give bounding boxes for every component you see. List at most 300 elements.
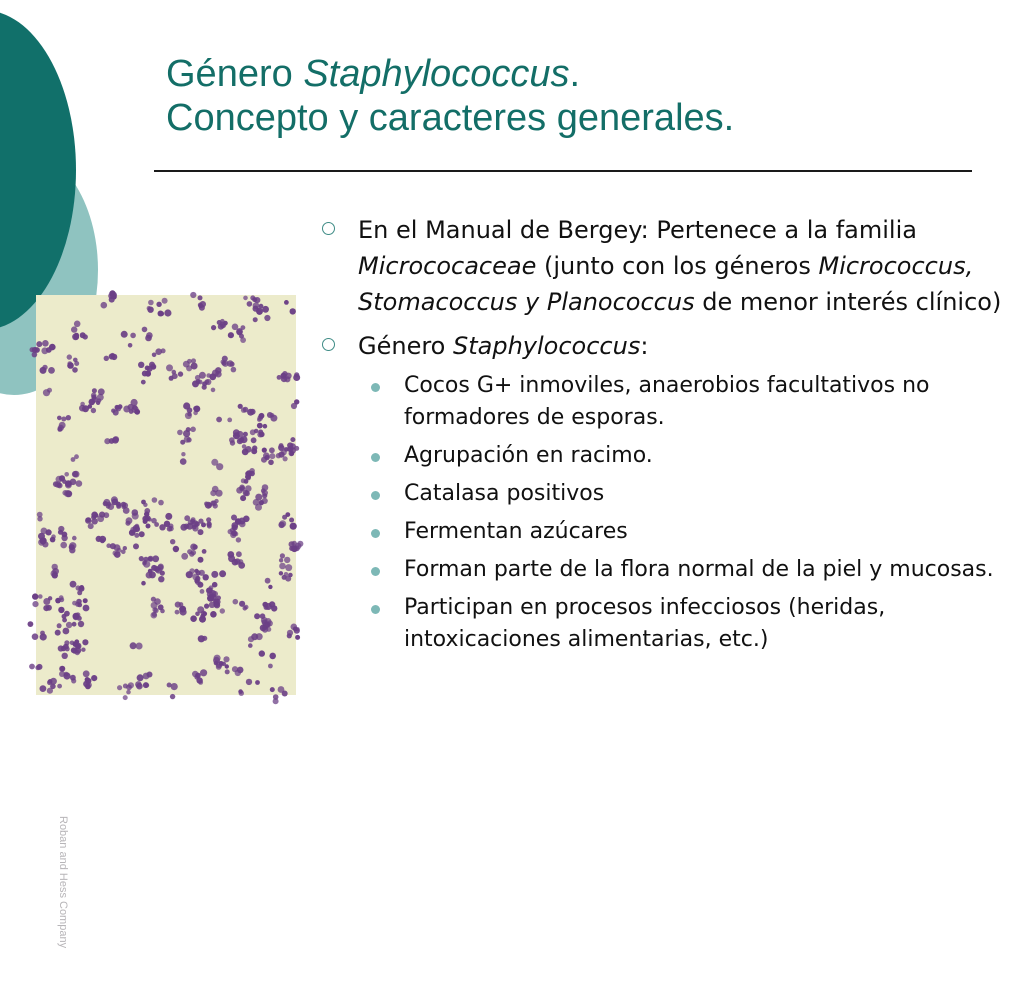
- coccus-cell: [232, 324, 239, 331]
- coccus-cell: [284, 557, 290, 563]
- coccus-cell: [158, 604, 164, 610]
- coccus-cell: [112, 294, 117, 299]
- coccus-cell: [198, 635, 205, 642]
- coccus-cell: [138, 362, 144, 368]
- coccus-cell: [266, 627, 271, 632]
- text-segment: .: [569, 53, 581, 95]
- coccus-cell: [83, 670, 90, 677]
- coccus-cell: [156, 302, 161, 307]
- coccus-cell: [148, 556, 154, 562]
- dot-bullet-icon: [371, 567, 380, 576]
- coccus-cell: [204, 604, 209, 609]
- coccus-cell: [83, 334, 88, 339]
- coccus-cell: [279, 563, 286, 570]
- text-segment: Género: [358, 332, 453, 360]
- coccus-cell: [121, 331, 128, 338]
- coccus-cell: [167, 683, 172, 688]
- coccus-cell: [64, 472, 69, 477]
- coccus-cell: [227, 418, 232, 423]
- coccus-cell: [50, 678, 57, 685]
- coccus-cell: [83, 681, 90, 688]
- coccus-cell: [200, 669, 207, 676]
- coccus-cell: [148, 300, 154, 306]
- coccus-cell: [268, 585, 272, 589]
- coccus-cell: [74, 321, 81, 328]
- coccus-cell: [57, 416, 62, 421]
- coccus-cell: [89, 399, 96, 406]
- coccus-cell: [259, 650, 265, 656]
- coccus-cell: [169, 524, 174, 529]
- coccus-cell: [32, 601, 38, 607]
- coccus-cell: [151, 518, 157, 524]
- coccus-cell: [198, 303, 203, 308]
- coccus-cell: [106, 504, 111, 509]
- coccus-cell: [290, 437, 295, 442]
- coccus-cell: [201, 522, 206, 527]
- coccus-cell: [82, 405, 89, 412]
- coccus-cell: [236, 551, 242, 557]
- dot-bullet-icon: [371, 453, 380, 462]
- coccus-cell: [50, 537, 56, 543]
- coccus-cell: [53, 481, 59, 487]
- text-segment: En el Manual de Bergey: Pertenece a la familia: [358, 216, 917, 244]
- coccus-cell: [57, 684, 62, 689]
- coccus-cell: [147, 517, 151, 521]
- coccus-cell: [60, 542, 67, 549]
- coccus-cell: [38, 594, 43, 599]
- coccus-cell: [164, 309, 171, 316]
- coccus-cell: [158, 576, 164, 582]
- coccus-cell: [202, 549, 207, 554]
- coccus-cell: [96, 536, 102, 542]
- coccus-cell: [75, 650, 80, 655]
- coccus-cell: [123, 684, 128, 689]
- coccus-cell: [211, 571, 218, 578]
- sub-bullet-text: Catalasa positivos: [404, 481, 605, 506]
- coccus-cell: [241, 325, 246, 330]
- coccus-cell: [63, 672, 70, 679]
- coccus-cell: [231, 530, 237, 536]
- coccus-cell: [202, 611, 207, 616]
- coccus-cell: [247, 301, 253, 307]
- coccus-cell: [222, 356, 228, 362]
- coccus-cell: [264, 605, 269, 610]
- coccus-cell: [290, 523, 297, 530]
- image-watermark: Roban and Hess Company: [57, 816, 69, 949]
- coccus-cell: [181, 452, 185, 456]
- coccus-cell: [269, 453, 275, 459]
- coccus-cell: [171, 683, 178, 690]
- coccus-cell: [35, 665, 40, 670]
- coccus-cell: [62, 653, 68, 659]
- coccus-cell: [64, 490, 71, 497]
- coccus-cell: [67, 361, 72, 366]
- sub-bullet-item: [322, 370, 1002, 434]
- coccus-cell: [232, 525, 237, 530]
- coccus-cell: [111, 409, 115, 413]
- coccus-cell: [66, 622, 72, 628]
- coccus-cell: [152, 497, 158, 503]
- coccus-cell: [257, 423, 263, 429]
- coccus-cell: [70, 641, 75, 646]
- coccus-cell: [216, 664, 222, 670]
- coccus-cell: [184, 515, 190, 521]
- coccus-cell: [72, 536, 77, 541]
- coccus-cell: [145, 371, 151, 377]
- coccus-cell: [159, 311, 164, 316]
- coccus-cell: [279, 520, 286, 527]
- coccus-cell: [104, 356, 109, 361]
- coccus-cell: [52, 564, 58, 570]
- coccus-cell: [115, 405, 120, 410]
- coccus-cell: [110, 543, 116, 549]
- coccus-cell: [180, 524, 187, 531]
- coccus-cell: [213, 601, 219, 607]
- coccus-cell: [258, 430, 263, 435]
- coccus-cell: [239, 691, 244, 696]
- bullet-item: [322, 328, 1002, 364]
- coccus-cell: [46, 529, 52, 535]
- coccus-cell: [223, 656, 229, 662]
- coccus-cell: [191, 550, 196, 555]
- coccus-cell: [145, 683, 149, 687]
- coccus-cell: [67, 354, 72, 359]
- coccus-cell: [141, 380, 146, 385]
- coccus-cell: [189, 568, 195, 574]
- coccus-cell: [290, 308, 296, 314]
- coccus-cell: [210, 611, 217, 618]
- coccus-cell: [49, 344, 56, 351]
- coccus-cell: [132, 513, 139, 520]
- coccus-cell: [32, 633, 39, 640]
- coccus-cell: [183, 430, 190, 437]
- bullet-item: [322, 212, 1002, 320]
- coccus-cell: [251, 437, 257, 443]
- coccus-cell: [249, 471, 255, 477]
- coccus-cell: [289, 451, 294, 456]
- coccus-cell: [178, 371, 183, 376]
- coccus-cell: [139, 531, 145, 537]
- coccus-cell: [71, 326, 77, 332]
- coccus-cell: [135, 524, 140, 529]
- sub-bullet-item: [322, 440, 1002, 472]
- coccus-cell: [262, 625, 266, 629]
- coccus-cell: [282, 575, 287, 580]
- coccus-cell: [285, 512, 290, 517]
- coccus-cell: [55, 630, 61, 636]
- coccus-cell: [74, 454, 79, 459]
- coccus-cell: [198, 557, 204, 563]
- coccus-cell: [72, 367, 78, 373]
- coccus-cell: [76, 480, 83, 487]
- coccus-cell: [205, 502, 212, 509]
- coccus-cell: [190, 615, 197, 622]
- coccus-cell: [111, 354, 117, 360]
- coccus-cell: [70, 675, 76, 681]
- coccus-cell: [233, 432, 240, 439]
- coccus-cell: [236, 537, 241, 542]
- coccus-cell: [180, 607, 185, 612]
- coccus-cell: [180, 440, 185, 445]
- italic-text: Staphylococcus: [303, 53, 570, 95]
- coccus-cell: [229, 437, 235, 443]
- coccus-cell: [76, 585, 81, 590]
- coccus-cell: [240, 437, 245, 442]
- coccus-cell: [225, 664, 229, 668]
- coccus-cell: [141, 581, 146, 586]
- coccus-cell: [187, 437, 192, 442]
- coccus-cell: [198, 680, 203, 685]
- coccus-cell: [198, 295, 203, 300]
- bullet-text: [358, 216, 1001, 316]
- sub-bullet-text: Fermentan azúcares: [404, 519, 628, 544]
- coccus-cell: [243, 516, 250, 523]
- coccus-cell: [265, 578, 271, 584]
- coccus-cell: [48, 367, 55, 374]
- coccus-cell: [63, 628, 70, 635]
- coccus-cell: [57, 623, 62, 628]
- coccus-cell: [228, 332, 234, 338]
- coccus-cell: [170, 694, 175, 699]
- coccus-cell: [255, 504, 262, 511]
- coccus-cell: [32, 593, 38, 599]
- coccus-cell: [81, 648, 85, 652]
- coccus-cell: [294, 372, 299, 377]
- sub-bullet-text: Agrupación en racimo.: [404, 443, 653, 468]
- coccus-cell: [58, 425, 64, 431]
- coccus-cell: [128, 404, 134, 410]
- coccus-cell: [143, 673, 150, 680]
- coccus-cell: [261, 488, 266, 493]
- dot-bullet-icon: [371, 529, 380, 538]
- coccus-cell: [123, 695, 128, 700]
- coccus-cell: [279, 571, 283, 575]
- coccus-cell: [173, 546, 179, 552]
- coccus-cell: [130, 333, 136, 339]
- coccus-cell: [152, 353, 157, 358]
- coccus-cell: [248, 643, 253, 648]
- coccus-cell: [211, 388, 216, 393]
- coccus-cell: [141, 500, 146, 505]
- coccus-cell: [258, 414, 263, 419]
- coccus-cell: [273, 698, 279, 704]
- coccus-cell: [58, 645, 64, 651]
- coccus-cell: [190, 292, 196, 298]
- coccus-cell: [284, 447, 289, 452]
- coccus-cell: [291, 403, 297, 409]
- coccus-cell: [83, 598, 88, 603]
- coccus-cell: [234, 558, 240, 564]
- coccus-cell: [145, 335, 152, 342]
- coccus-cell: [216, 463, 223, 470]
- coccus-cell: [231, 515, 237, 521]
- coccus-cell: [262, 448, 267, 453]
- coccus-cell: [38, 533, 45, 540]
- coccus-cell: [219, 570, 226, 577]
- coccus-cell: [126, 690, 131, 695]
- coccus-cell: [233, 599, 239, 605]
- cocci-clusters-illustration: [36, 295, 296, 695]
- coccus-cell: [280, 553, 285, 558]
- coccus-cell: [279, 558, 283, 562]
- coccus-cell: [239, 601, 245, 607]
- coccus-cell: [282, 371, 288, 377]
- coccus-cell: [215, 490, 222, 497]
- coccus-cell: [175, 610, 180, 615]
- coccus-cell: [125, 521, 130, 526]
- title-divider: [154, 170, 972, 172]
- coccus-cell: [130, 642, 137, 649]
- coccus-cell: [43, 598, 50, 605]
- coccus-cell: [177, 430, 183, 436]
- coccus-cell: [186, 365, 192, 371]
- coccus-cell: [229, 362, 234, 367]
- coccus-cell: [264, 315, 270, 321]
- coccus-cell: [282, 691, 288, 697]
- coccus-cell: [232, 666, 238, 672]
- coccus-cell: [198, 529, 204, 535]
- coccus-cell: [128, 343, 133, 348]
- coccus-cell: [73, 613, 80, 620]
- coccus-cell: [263, 452, 270, 459]
- coccus-cell: [73, 471, 80, 478]
- italic-text: Micrococcus, Stomacoccus y Planococcus: [358, 252, 974, 316]
- sub-bullet-text: Forman parte de la flora normal de la piel y mucosas.: [404, 557, 994, 582]
- coccus-cell: [42, 541, 48, 547]
- coccus-cell: [172, 370, 177, 375]
- coccus-cell: [190, 544, 197, 551]
- dot-bullet-icon: [371, 605, 380, 614]
- coccus-cell: [143, 560, 147, 564]
- coccus-cell: [92, 388, 97, 393]
- coccus-cell: [206, 517, 211, 522]
- coccus-cell: [40, 633, 47, 640]
- sub-bullet-item: [322, 554, 1002, 586]
- sub-bullet-text: Cocos G+ inmoviles, anaerobios facultativos no formadores de esporas.: [404, 373, 930, 430]
- coccus-cell: [192, 380, 199, 387]
- coccus-cell: [199, 570, 205, 576]
- coccus-cell: [246, 475, 251, 480]
- coccus-cell: [91, 675, 97, 681]
- coccus-cell: [133, 543, 139, 549]
- coccus-cell: [151, 612, 158, 619]
- coccus-cell: [295, 635, 300, 640]
- coccus-cell: [92, 518, 98, 524]
- coccus-cell: [255, 680, 260, 685]
- coccus-cell: [113, 436, 119, 442]
- coccus-cell: [281, 376, 287, 382]
- coccus-cell: [243, 432, 248, 437]
- slide-title: [166, 52, 986, 140]
- coccus-cell: [170, 539, 175, 544]
- coccus-cell: [32, 347, 38, 353]
- coccus-cell: [223, 321, 228, 326]
- coccus-cell: [72, 622, 77, 627]
- sub-bullet-item: [322, 478, 1002, 510]
- coccus-cell: [29, 664, 35, 670]
- coccus-cell: [289, 518, 294, 523]
- coccus-cell: [195, 576, 200, 581]
- coccus-cell: [55, 598, 61, 604]
- coccus-cell: [291, 624, 298, 631]
- coccus-cell: [204, 379, 209, 384]
- coccus-cell: [190, 427, 196, 433]
- coccus-cell: [98, 388, 105, 395]
- coccus-cell: [220, 608, 225, 613]
- coccus-cell: [122, 503, 128, 509]
- coccus-cell: [242, 449, 249, 456]
- coccus-cell: [225, 669, 230, 674]
- coccus-cell: [194, 569, 198, 573]
- coccus-cell: [36, 341, 42, 347]
- coccus-cell: [263, 424, 268, 429]
- coccus-cell: [213, 657, 220, 664]
- coccus-cell: [155, 567, 162, 574]
- coccus-cell: [268, 460, 274, 466]
- coccus-cell: [58, 530, 63, 535]
- sub-bullet-text: Participan en procesos infecciosos (heridas, intoxicaciones alimentarias, etc.): [404, 595, 886, 652]
- coccus-cell: [199, 372, 206, 379]
- coccus-cell: [128, 682, 134, 688]
- coccus-cell: [181, 553, 188, 560]
- coccus-cell: [262, 306, 269, 313]
- coccus-cell: [88, 523, 94, 529]
- coccus-cell: [42, 365, 47, 370]
- text-segment: (junto con los géneros: [536, 252, 819, 280]
- dot-bullet-icon: [371, 491, 380, 500]
- sub-bullet-item: [322, 516, 1002, 548]
- coccus-cell: [240, 495, 246, 501]
- coccus-cell: [97, 515, 104, 522]
- coccus-cell: [165, 513, 172, 520]
- coccus-cell: [91, 408, 96, 413]
- coccus-cell: [28, 621, 34, 627]
- coccus-cell: [271, 605, 277, 611]
- text-segment: de menor interés clínico): [694, 288, 1002, 316]
- coccus-cell: [254, 613, 260, 619]
- coccus-cell: [135, 681, 142, 688]
- coccus-cell: [243, 296, 248, 301]
- coccus-cell: [269, 447, 275, 453]
- sub-bullet-item: [322, 592, 1002, 656]
- coccus-cell: [86, 518, 91, 523]
- coccus-cell: [207, 587, 213, 593]
- coccus-cell: [65, 482, 72, 489]
- coccus-cell: [245, 485, 252, 492]
- coccus-cell: [270, 687, 275, 692]
- coccus-cell: [241, 478, 246, 483]
- coccus-cell: [253, 302, 260, 309]
- coccus-cell: [221, 361, 226, 366]
- coccus-cell: [123, 546, 127, 550]
- coccus-cell: [155, 348, 162, 355]
- coccus-cell: [206, 373, 211, 378]
- coccus-cell: [37, 512, 43, 518]
- coccus-cell: [278, 444, 284, 450]
- coccus-cell: [270, 413, 275, 418]
- coccus-cell: [265, 618, 272, 625]
- micrograph-image: [36, 295, 296, 949]
- coccus-cell: [149, 362, 155, 368]
- coccus-cell: [74, 361, 79, 366]
- coccus-cell: [59, 666, 65, 672]
- text-segment: :: [640, 332, 649, 360]
- circle-bullet-icon: [322, 222, 335, 235]
- coccus-cell: [260, 613, 266, 619]
- italic-text: Micrococaceae: [358, 252, 537, 280]
- coccus-cell: [211, 500, 217, 506]
- coccus-cell: [64, 640, 69, 645]
